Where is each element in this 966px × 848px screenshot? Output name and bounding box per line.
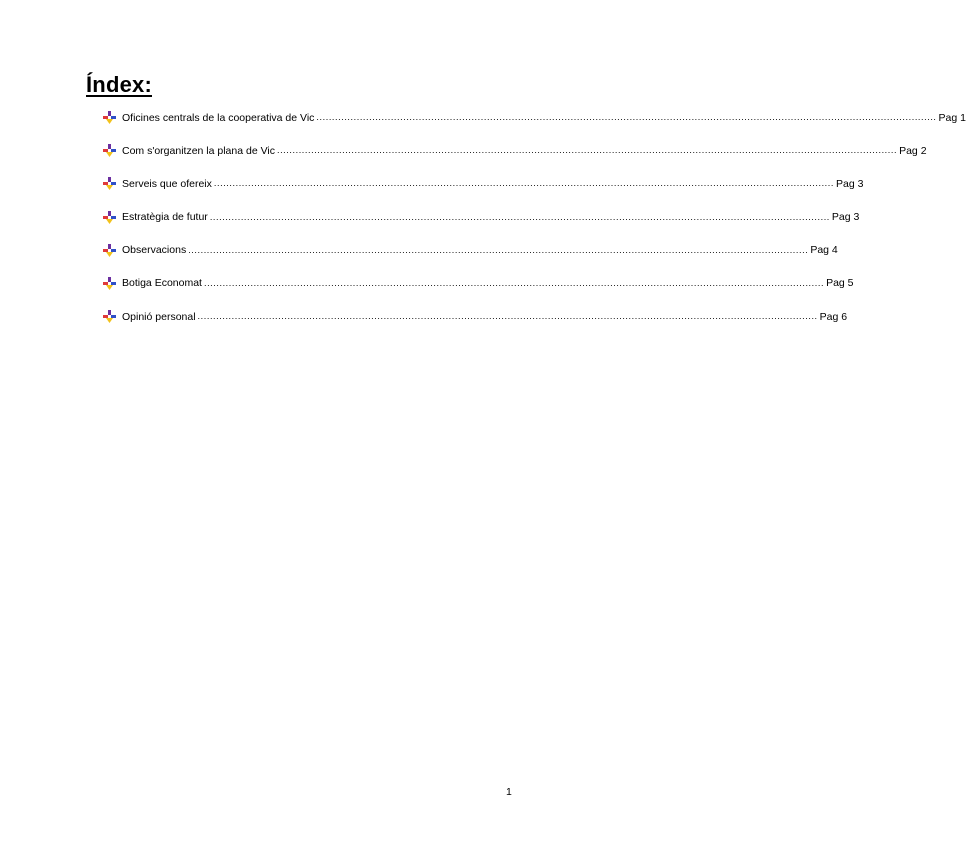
toc-leader-dots: ........................................................................................................................................................................................................ bbox=[276, 145, 898, 156]
toc-leader-dots: ........................................................................................................................................................................................................ bbox=[203, 277, 825, 288]
arrow-bullet-icon bbox=[103, 111, 116, 124]
toc-entry-label: Opinió personal bbox=[122, 310, 196, 323]
toc-entry-label: Observacions bbox=[122, 244, 187, 257]
arrow-bullet-icon bbox=[103, 211, 116, 224]
toc-entry-page: Pag 3 bbox=[836, 177, 864, 190]
toc-entry bbox=[103, 276, 854, 291]
toc-entry-page: Pag 1 bbox=[938, 111, 966, 124]
table-of-contents bbox=[103, 110, 966, 342]
toc-leader-dots: ........................................................................................................................................................................................................ bbox=[209, 211, 830, 222]
toc-entry bbox=[103, 309, 848, 324]
toc-leader-dots: ........................................................................................................................................................................................................ bbox=[316, 112, 937, 122]
toc-entry-label: Estratègia de futur bbox=[122, 211, 208, 224]
arrow-bullet-icon bbox=[103, 244, 116, 257]
arrow-bullet-icon bbox=[103, 277, 116, 290]
toc-entry bbox=[103, 110, 966, 125]
toc-entry bbox=[103, 143, 927, 158]
toc-entry-label: Botiga Economat bbox=[122, 277, 202, 290]
toc-leader-dots: ........................................................................................................................................................................................................ bbox=[188, 244, 809, 255]
toc-entry-page: Pag 2 bbox=[899, 144, 927, 157]
page-number: 1 bbox=[506, 786, 512, 798]
toc-leader-dots: ........................................................................................................................................................................................................ bbox=[197, 311, 818, 322]
toc-entry bbox=[103, 176, 864, 191]
toc-entry-label: Serveis que ofereix bbox=[122, 177, 212, 190]
toc-entry-page: Pag 6 bbox=[819, 310, 848, 323]
arrow-bullet-icon bbox=[103, 177, 116, 190]
toc-leader-dots: ........................................................................................................................................................................................................ bbox=[213, 178, 834, 189]
toc-entry-page: Pag 4 bbox=[810, 244, 838, 257]
arrow-bullet-icon bbox=[103, 310, 116, 323]
arrow-bullet-icon bbox=[103, 144, 116, 157]
toc-entry-label: Com s'organitzen la plana de Vic bbox=[122, 144, 275, 157]
page-title: Índex: bbox=[86, 72, 152, 97]
toc-entry-label: Oficines centrals de la cooperativa de Vic bbox=[122, 111, 315, 124]
toc-entry-page: Pag 3 bbox=[831, 211, 860, 224]
toc-entry bbox=[103, 243, 838, 258]
toc-entry bbox=[103, 210, 860, 225]
toc-entry-page: Pag 5 bbox=[826, 277, 854, 290]
